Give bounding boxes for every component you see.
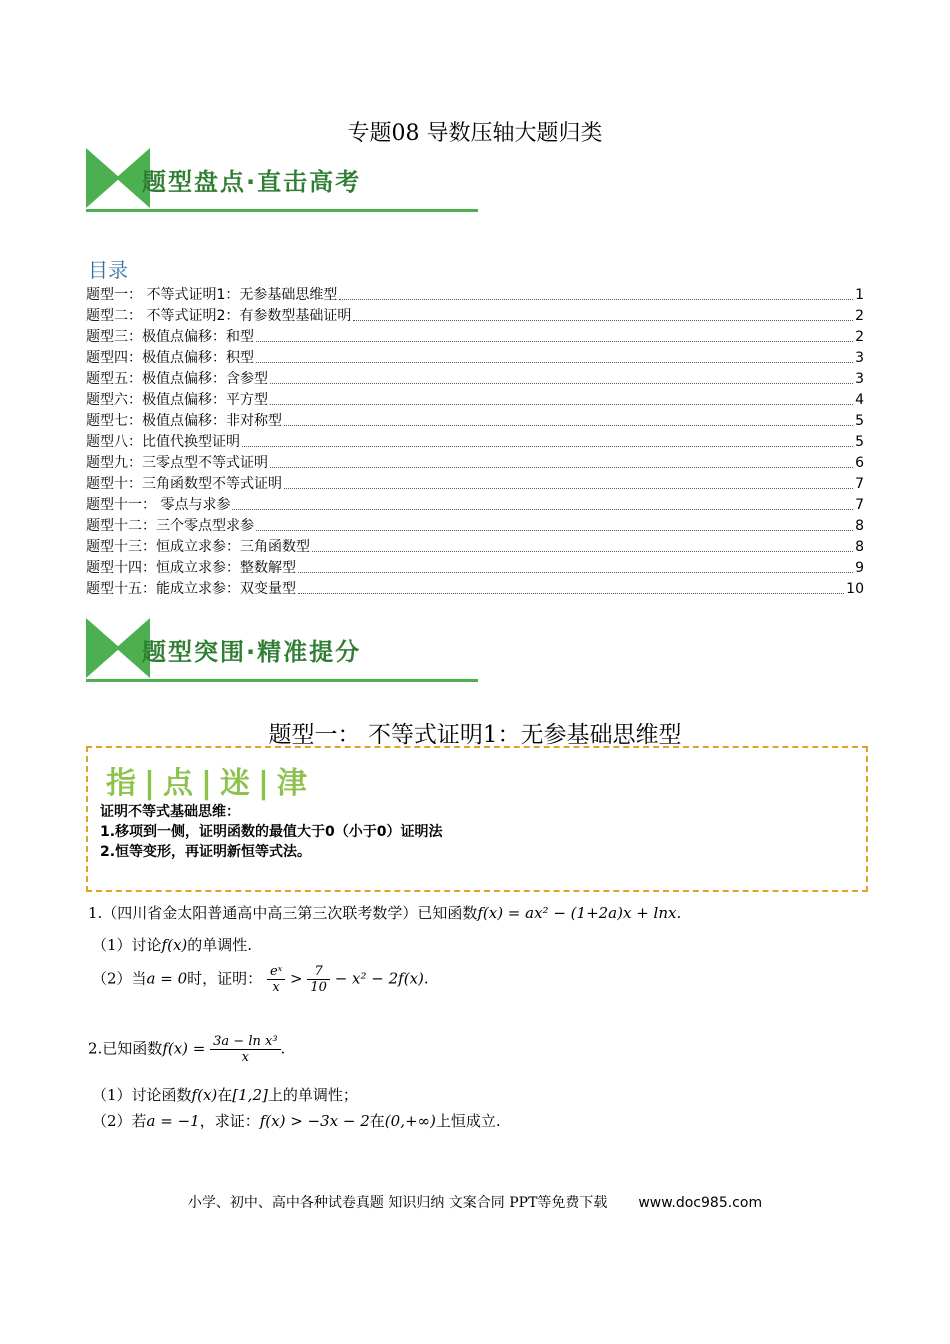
table-of-contents: [86, 284, 864, 599]
math-expression: (0,+∞): [384, 1112, 436, 1130]
toc-label: 题型十三：恒成立求参：三角函数型: [86, 539, 310, 555]
toc-label: 题型一： 不等式证明1：无参基础思维型: [86, 287, 338, 303]
toc-leader-dots: [284, 425, 853, 426]
fraction: $\frac{\text{3a − ln x³}}{x}$: [210, 1034, 280, 1065]
math-expression: f(x): [191, 1086, 218, 1104]
tip-char: 指: [106, 766, 138, 801]
toc-page-number: 2: [855, 308, 864, 324]
problem-2-stem: 2.已知函数f(x) = $\frac{\text{3a − ln x³}}{x}$ .: [88, 1034, 286, 1065]
toc-leader-dots: [270, 404, 853, 405]
tip-line: 1.移项到一侧，证明函数的最值大于0（小于0）证明法: [100, 824, 443, 840]
banner-breakthrough: [86, 618, 478, 682]
problem-text: （1）讨论函数: [92, 1086, 192, 1104]
toc-page-number: 3: [855, 371, 864, 387]
toc-page-number: 8: [855, 539, 864, 555]
problem-text: 在: [369, 1112, 385, 1130]
toc-leader-dots: [312, 551, 853, 552]
tip-heading: 指 | 点 | 迷 | 津: [106, 766, 309, 801]
toc-label: 题型四：极值点偏移：积型: [86, 350, 254, 366]
toc-label: 题型九：三零点型不等式证明: [86, 455, 268, 471]
math-expression: a = −1: [146, 1112, 200, 1130]
toc-row[interactable]: [86, 410, 864, 431]
problem-text: 1.（四川省金太阳普通高中高三第三次联考数学）已知函数: [88, 904, 478, 922]
math-expression: − x² − 2f(x).: [334, 969, 429, 988]
problem-text: （2）当: [92, 969, 147, 988]
toc-leader-dots: [284, 488, 853, 489]
tip-char: 津: [276, 766, 309, 801]
toc-leader-dots: [298, 593, 844, 594]
toc-leader-dots: [353, 320, 853, 321]
toc-row[interactable]: [86, 326, 864, 347]
toc-label: 题型十五：能成立求参：双变量型: [86, 581, 296, 597]
toc-label: 题型六：极值点偏移：平方型: [86, 392, 268, 408]
tip-char: 迷: [219, 766, 252, 801]
banner-text: 题型突围·精准提分: [142, 638, 362, 666]
math-expression: a = 0: [146, 969, 188, 988]
toc-row[interactable]: [86, 557, 864, 578]
problem-text: 时，证明：: [187, 969, 263, 988]
problem-text: 上恒成立.: [435, 1112, 501, 1130]
toc-row[interactable]: [86, 515, 864, 536]
toc-label: 题型十四：恒成立求参：整数解型: [86, 560, 296, 576]
toc-label: 题型七：极值点偏移：非对称型: [86, 413, 282, 429]
toc-row[interactable]: [86, 368, 864, 389]
section-title: 题型一： 不等式证明1：无参基础思维型: [268, 722, 682, 748]
page-title: 专题08 导数压轴大题归类: [347, 121, 603, 146]
problem-2-part-1: [92, 1084, 358, 1105]
toc-label: 题型十二：三个零点型求参: [86, 518, 254, 534]
toc-leader-dots: [242, 446, 853, 447]
toc-leader-dots: [298, 572, 853, 573]
problem-text: 2.已知函数: [88, 1039, 163, 1058]
problem-text: ，求证：: [199, 1112, 260, 1130]
toc-leader-dots: [232, 509, 853, 510]
toc-row[interactable]: [86, 347, 864, 368]
problem-1-part-2: [92, 964, 429, 995]
toc-page-number: 1: [855, 287, 864, 303]
banner-text: 题型盘点·直击高考: [142, 168, 362, 196]
toc-row[interactable]: [86, 389, 864, 410]
banner-underline: [86, 209, 478, 212]
math-expression: [1,2]: [232, 1086, 268, 1104]
toc-page-number: 3: [855, 350, 864, 366]
toc-leader-dots: [256, 362, 853, 363]
tip-content: [100, 802, 443, 862]
math-expression: f(x): [161, 936, 188, 954]
tip-box: [86, 746, 868, 892]
problem-2-part-2: [92, 1110, 501, 1131]
toc-page-number: 5: [855, 413, 864, 429]
toc-label: 题型八：比值代换型证明: [86, 434, 240, 450]
toc-leader-dots: [256, 341, 853, 342]
toc-leader-dots: [339, 299, 853, 300]
toc-label: 题型十一： 零点与求参: [86, 497, 231, 513]
problem-text: （2）若: [92, 1112, 147, 1130]
footer-link[interactable]: www.doc985.com: [638, 1195, 763, 1211]
problem-text: （1）讨论: [92, 936, 162, 954]
toc-page-number: 4: [855, 392, 864, 408]
toc-row[interactable]: [86, 578, 864, 599]
banner-chevron-icon: [86, 148, 120, 208]
tip-line: 证明不等式基础思维：: [100, 804, 240, 820]
banner-overview: [86, 148, 478, 212]
toc-label: 题型十：三角函数型不等式证明: [86, 476, 282, 492]
toc-row[interactable]: [86, 494, 864, 515]
problem-text: 在: [217, 1086, 233, 1104]
toc-row[interactable]: [86, 536, 864, 557]
page-footer: [0, 1192, 950, 1212]
toc-row[interactable]: [86, 284, 864, 305]
toc-heading: 目录: [88, 258, 128, 282]
toc-page-number: 8: [855, 518, 864, 534]
fraction: $\frac{\text{eˣ}}{x}$: [267, 964, 285, 995]
toc-label: 题型五：极值点偏移：含参型: [86, 371, 268, 387]
problem-text: 的单调性.: [187, 936, 253, 954]
toc-row[interactable]: [86, 431, 864, 452]
toc-leader-dots: [270, 383, 853, 384]
toc-row[interactable]: [86, 452, 864, 473]
tip-line: 2.恒等变形，再证明新恒等式法。: [100, 844, 312, 860]
toc-page-number: 9: [855, 560, 864, 576]
math-expression: f(x) =: [162, 1039, 206, 1058]
math-expression: f(x) > −3x − 2: [259, 1112, 370, 1130]
toc-leader-dots: [256, 530, 853, 531]
problem-1-stem: 1.（四川省金太阳普通高中高三第三次联考数学）已知函数f(x) = ax² − (1+2a)x + lnx.: [88, 904, 682, 922]
toc-leader-dots: [270, 467, 853, 468]
toc-page-number: 7: [855, 476, 864, 492]
banner-chevron-icon: [86, 618, 120, 678]
toc-page-number: 7: [855, 497, 864, 513]
toc-page-number: 2: [855, 329, 864, 345]
math-expression: >: [290, 969, 303, 988]
toc-page-number: 5: [855, 434, 864, 450]
problem-1-part-1: [92, 934, 252, 955]
toc-label: 题型三：极值点偏移：和型: [86, 329, 254, 345]
toc-row[interactable]: [86, 473, 864, 494]
tip-char: 点: [162, 766, 195, 801]
math-expression: f(x) = ax² − (1+2a)x + lnx: [477, 904, 677, 922]
fraction: $\frac{7}{10}$: [307, 964, 330, 995]
toc-row[interactable]: [86, 305, 864, 326]
banner-underline: [86, 679, 478, 682]
toc-page-number: 6: [855, 455, 864, 471]
toc-page-number: 10: [846, 581, 864, 597]
footer-text: 小学、初中、高中各种试卷真题 知识归纳 文案合同 PPT等免费下载: [187, 1195, 608, 1211]
toc-label: 题型二： 不等式证明2：有参数型基础证明: [86, 308, 352, 324]
problem-text: 上的单调性；: [267, 1086, 358, 1104]
